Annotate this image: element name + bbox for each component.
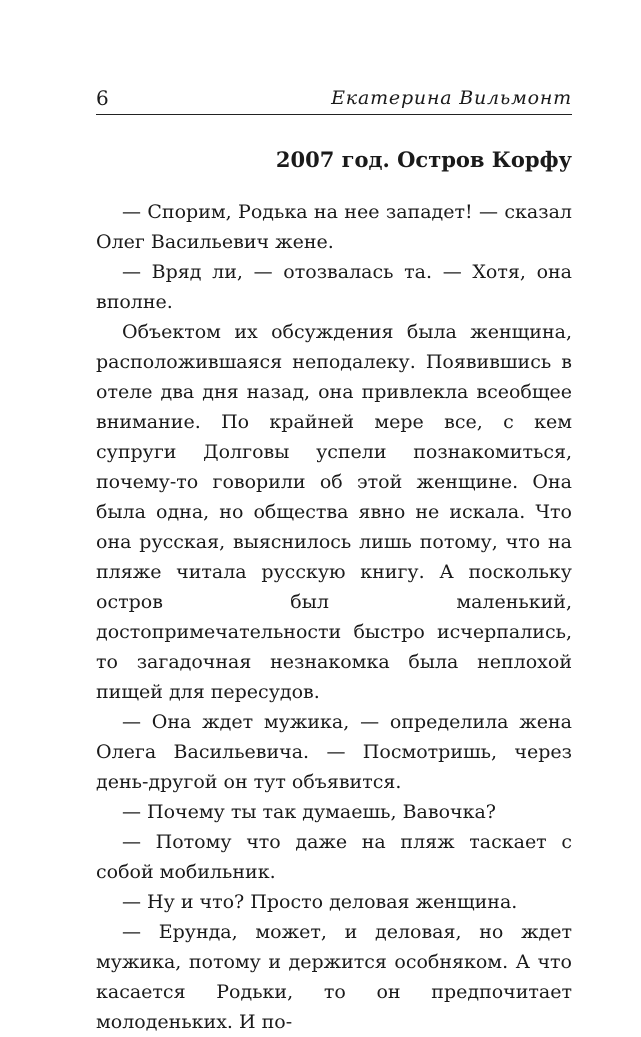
- paragraph: — Ну и что? Просто деловая женщина.: [122, 891, 518, 913]
- page-number: 6: [96, 86, 109, 110]
- paragraph: — Спорим, Родька на нее западет! — сказал Олег Васильевич жене.: [96, 201, 572, 253]
- paragraph: — Ерунда, может, и деловая, но ждет мужика, потому и держится особняком. А что касается Родьки, то он предпочитает молоденьких. И по-: [96, 921, 572, 1033]
- paragraph: — Вряд ли, — отозвалась та. — Хотя, она вполне.: [96, 261, 572, 313]
- paragraph: — Почему ты так думаешь, Вавочка?: [122, 801, 496, 823]
- running-head-author: Екатерина Вильмонт: [331, 87, 572, 109]
- body-text: [96, 197, 572, 1037]
- chapter-title: 2007 год. Остров Корфу: [275, 147, 572, 172]
- paragraph: — Потому что даже на пляж таскает с собой мобильник.: [96, 831, 572, 883]
- page-header: [96, 86, 572, 115]
- paragraph: — Она ждет мужика, — определила жена Олега Васильевича. — Посмотришь, через день-другой он тут объявится.: [96, 711, 572, 793]
- paragraph: Объектом их обсуждения была женщина, расположившаяся неподалеку. Появившись в отеле два дня назад, она привлекла всеобщее внимание. По крайней мере все, с кем супруги Долговы успели познакомиться, почему-то говорили об этой женщине. Она была одна, но общества явно не искала. Что она русская, выяснилось лишь потому, что на пляже читала русскую книгу. А поскольку остров был маленький, достопримечательности быстро исчерпались, то загадочная незнакомка была неплохой пищей для пересудов.: [96, 321, 572, 703]
